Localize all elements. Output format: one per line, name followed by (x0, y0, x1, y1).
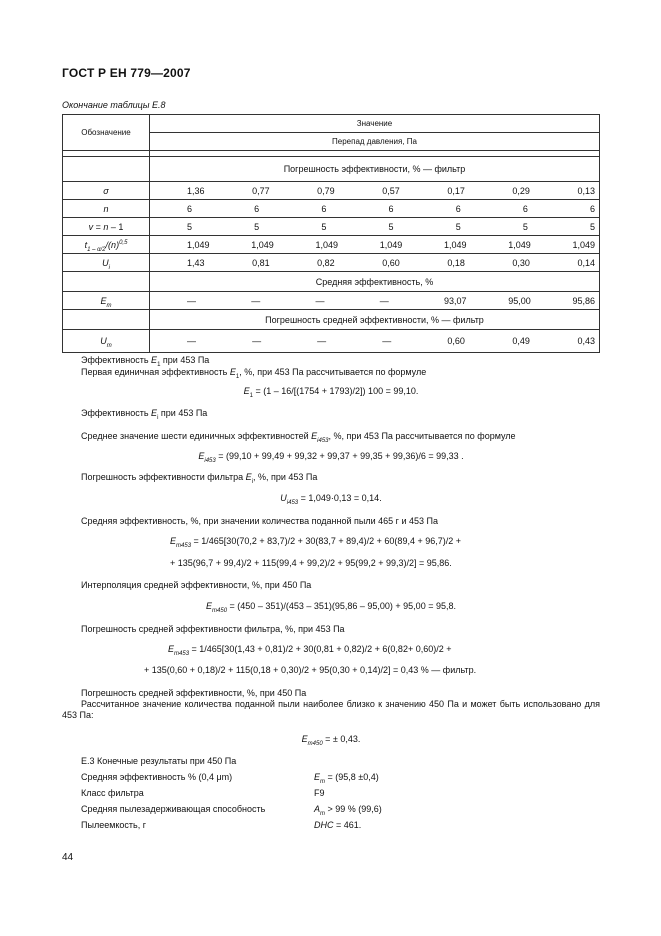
paragraph-filter-error (81, 472, 317, 483)
text-part: = 1/465[30(1,43 + 0,81)/2 + 30(0,81 + 0,82)/2 + 6(0,82+ 0,60)/2 + (189, 644, 452, 654)
table-cell: 0,29 (512, 185, 530, 196)
row-label-em (63, 292, 150, 310)
text-part: при 453 Па (160, 355, 210, 365)
paragraph-avg-filter-error: Погрешность средней эффективности фильтра, %, при 453 Па (81, 624, 345, 634)
table-cell: 0,77 (252, 185, 270, 196)
text-part: U (280, 493, 287, 503)
results-heading (81, 753, 382, 769)
table-cell: 1,049 (315, 239, 339, 250)
data-table (62, 114, 600, 353)
table-cell: 95,00 (508, 295, 531, 306)
label-part: v (88, 221, 94, 232)
values-t (150, 240, 599, 250)
result-label (81, 772, 314, 782)
table-cell: 6 (455, 203, 461, 214)
text-part: Первая единичная эффективность (81, 367, 230, 377)
text-part: , %, при 453 Па рассчитывается по формуле (239, 367, 427, 377)
label-part: /( (105, 239, 112, 250)
row-label-ui (63, 254, 150, 272)
table-cell: — (317, 336, 327, 346)
result-row (81, 817, 382, 833)
table-cell: 6 (590, 203, 596, 214)
text-part: 1 (249, 392, 253, 399)
label-part: i (108, 264, 110, 271)
table-cell: 1,049 (508, 239, 531, 250)
result-label: Средняя пылезадерживающая способность (81, 804, 266, 814)
label-part: = (93, 221, 104, 232)
text-part: 1 (157, 361, 161, 368)
text-part: = ± 0,43. (322, 734, 361, 744)
row-label-n: n (63, 200, 150, 218)
result-row (81, 769, 382, 785)
table-cell: 0,60 (447, 336, 465, 346)
row-values (150, 236, 600, 254)
final-results (81, 753, 382, 833)
table-cell: 93,07 (444, 295, 467, 306)
paragraph-avg-efficiency: Средняя эффективность, %, при значении количества поданной пыли 465 г и 453 Па (81, 516, 438, 526)
values-sigma (150, 186, 599, 196)
table-cell: — (251, 295, 261, 306)
table-cell: — (187, 336, 196, 346)
text-part: E (314, 772, 321, 782)
table-row (63, 182, 600, 200)
result-row (81, 801, 382, 817)
table-cell: 0,13 (577, 185, 595, 196)
text-part: = 1/465[30(70,2 + 83,7)/2 + 30(83,7 + 89,4)/2 + 60(89,4 + 96,7)/2 + (191, 536, 461, 546)
values-n (150, 204, 599, 214)
paragraph-mean-six (81, 431, 516, 442)
table-cell: — (315, 295, 325, 306)
col-header-pressure: Перепад давления, Па (150, 133, 600, 151)
page-number: 44 (62, 852, 74, 863)
text-part: Эффективность (81, 355, 152, 365)
text-part: E (168, 644, 175, 654)
table-cell: 5 (455, 221, 461, 232)
table-cell: 0,82 (317, 257, 335, 268)
text-part: i (157, 414, 159, 421)
table-row (63, 292, 600, 310)
label-part: n (111, 239, 117, 250)
paragraph-calculated-value (62, 699, 600, 721)
row-label-t (63, 236, 150, 254)
formula-em453-line2: + 135(96,7 + 99,4)/2 + 115(99,4 + 99,2)/2 + 95(99,2 + 99,3)/2] = 95,86. (170, 558, 452, 568)
result-label: Пылеемкость, г (81, 820, 147, 830)
section-error-avg-efficiency: Погрешность средней эффективности, % — фильтр (150, 310, 600, 330)
empty-cell (63, 310, 150, 330)
paragraph-first-efficiency (81, 367, 426, 378)
text-part: = (1 – 16/[(1754 + 1793)/2]) 100 = 99,10. (252, 386, 419, 396)
table-cell: 95,86 (572, 295, 596, 306)
section-error-efficiency: Погрешность эффективности, % — фильтр (150, 157, 600, 182)
text-part: E (229, 367, 236, 377)
text-part: = (95,8 ±0,4) (325, 772, 379, 782)
row-values (150, 200, 600, 218)
col-header-designation: Обозначение (63, 115, 150, 151)
text-part: i453 (204, 457, 216, 464)
text-part: = (450 – 351)/(453 – 351)(95,86 – 95,00) + 95,00 = 95,8. (227, 601, 456, 611)
result-value (314, 820, 361, 830)
row-label-um (63, 330, 150, 353)
table-cell: 1,049 (572, 239, 596, 250)
result-value: F9 (314, 788, 325, 798)
text-part: m453 (176, 542, 192, 549)
table-caption: Окончание таблицы Е.8 (62, 100, 166, 110)
table-cell: 0,30 (512, 257, 530, 268)
page-header: ГОСТ Р ЕН 779—2007 (62, 66, 191, 80)
empty-cell (63, 157, 150, 182)
paragraph-efficiency-e1 (81, 355, 209, 366)
table-row (63, 236, 600, 254)
table-cell: 0,79 (317, 185, 335, 196)
text-part: = (99,10 + 99,49 + 99,32 + 99,37 + 99,35 + 99,36)/6 = 99,33 . (215, 451, 464, 461)
text-part: DHC (314, 820, 334, 830)
label-part: n (103, 221, 109, 232)
table-cell: — (379, 295, 389, 306)
text-part: m450 (212, 607, 228, 614)
label-part: ) (116, 239, 120, 250)
results-heading-text: Е.3 Конечные результаты при 450 Па (81, 756, 237, 766)
table-cell: 5 (522, 221, 528, 232)
table-cell: 0,49 (512, 336, 530, 346)
table-cell: — (382, 336, 392, 346)
text-part: , %, при 453 Па рассчитывается по формуле (328, 431, 516, 441)
label-part: 1 – α/2 (87, 246, 106, 253)
table-cell: 6 (321, 203, 327, 214)
row-values (150, 292, 600, 310)
table-row (63, 330, 600, 353)
table-cell: 5 (254, 221, 260, 232)
row-values (150, 330, 600, 353)
table-row (63, 200, 600, 218)
text-part: E (198, 451, 205, 461)
text-part: E (170, 536, 177, 546)
label-part: – 1 (108, 221, 124, 232)
row-label-v (63, 218, 150, 236)
label-part: m (106, 302, 112, 309)
text-part: E (245, 472, 252, 482)
result-value (314, 772, 379, 785)
paragraph-interpolation: Интерполяция средней эффективности, %, при 450 Па (81, 580, 312, 590)
empty-cell (63, 272, 150, 292)
formula-em450-final (62, 734, 600, 745)
table-cell: 0,14 (577, 257, 595, 268)
table-cell: 5 (321, 221, 327, 232)
row-label-sigma: σ (63, 182, 150, 200)
text-part: E (206, 601, 213, 611)
table-cell: — (187, 295, 196, 306)
table-cell: 0,18 (447, 257, 465, 268)
text-part: i (251, 478, 253, 485)
label-part: U (100, 336, 107, 346)
text-part: при 453 Па (158, 408, 208, 418)
text-part: E (311, 431, 318, 441)
text-part: = 461. (333, 820, 362, 830)
formula-em450 (62, 601, 600, 612)
formula-ui453 (62, 493, 600, 504)
formula-em453 (170, 536, 461, 547)
paragraph-avg-error-450: Погрешность средней эффективности, %, при 450 Па (81, 688, 307, 698)
label-part: t (84, 239, 88, 250)
text-part: Эффективность (81, 408, 152, 418)
values-em (150, 296, 599, 306)
table-cell: 6 (254, 203, 260, 214)
text-part: = 1,049·0,13 = 0,14. (298, 493, 382, 503)
text-part: m450 (307, 740, 323, 747)
text-part: m453 (174, 650, 190, 657)
formula-error-em453-line2: + 135(0,60 + 0,18)/2 + 115(0,18 + 0,30)/2 + 95(0,30 + 0,14)/2] = 0,43 % — фильтр. (144, 665, 477, 675)
row-values (150, 182, 600, 200)
label-part: 0,5 (119, 239, 128, 246)
text-part: E (151, 355, 158, 365)
text-part: Рассчитанное значение количества поданной пыли наиболее близко к значению 450 Па и может быть использовано для 453 Па: (62, 699, 600, 720)
table-cell: 0,43 (577, 336, 595, 346)
result-row (81, 785, 382, 801)
table-cell: 6 (388, 203, 394, 214)
values-um (150, 336, 599, 346)
result-label: Класс фильтра (81, 788, 144, 798)
label-part: U (102, 257, 109, 268)
table-cell: 5 (590, 221, 596, 232)
text-part: i453 (286, 499, 299, 506)
formula-error-em453 (168, 644, 451, 655)
formula-e1 (62, 386, 600, 397)
label-part: m (106, 342, 112, 349)
text-part: i453 (317, 437, 329, 444)
row-values (150, 254, 600, 272)
label-part: E (100, 295, 107, 306)
table-cell: 1,049 (379, 239, 403, 250)
table-cell: — (252, 336, 262, 346)
table-row (63, 218, 600, 236)
table-cell: 1,049 (251, 239, 274, 250)
table-cell: 0,57 (382, 185, 400, 196)
text-part: > 99 % (99,6) (325, 804, 382, 814)
table-cell: 6 (522, 203, 528, 214)
row-values (150, 218, 600, 236)
table-cell: 0,60 (382, 257, 400, 268)
table-cell: 5 (187, 221, 193, 232)
result-value (314, 804, 382, 817)
values-ui (150, 258, 599, 268)
table-cell: 5 (388, 221, 394, 232)
text-part: m (320, 778, 326, 785)
text-part: E (151, 408, 158, 418)
table-cell: 1,36 (187, 185, 205, 196)
table-cell: 0,81 (252, 257, 270, 268)
text-part: 1 (235, 373, 240, 380)
values-v (150, 222, 599, 232)
text-part: Средняя эффективность % (0,4 μm) (81, 772, 233, 782)
text-part: m (320, 810, 326, 817)
text-part: , %, при 453 Па (252, 472, 318, 482)
text-part: Среднее значение шести единичных эффективностей (81, 431, 312, 441)
formula-ei453 (62, 451, 600, 462)
text-part: Погрешность эффективности фильтра (81, 472, 246, 482)
table-cell: 0,17 (447, 185, 465, 196)
table-cell: 6 (187, 203, 193, 214)
table-cell: 1,049 (444, 239, 467, 250)
text-part: A (314, 804, 321, 814)
text-part: E (301, 734, 308, 744)
paragraph-efficiency-ei (81, 408, 207, 419)
table-cell: 1,049 (187, 239, 210, 250)
table-cell: 1,43 (187, 257, 205, 268)
text-part: E (243, 386, 250, 396)
section-avg-efficiency: Средняя эффективность, % (150, 272, 600, 292)
table-row (63, 254, 600, 272)
col-header-value: Значение (150, 115, 600, 133)
